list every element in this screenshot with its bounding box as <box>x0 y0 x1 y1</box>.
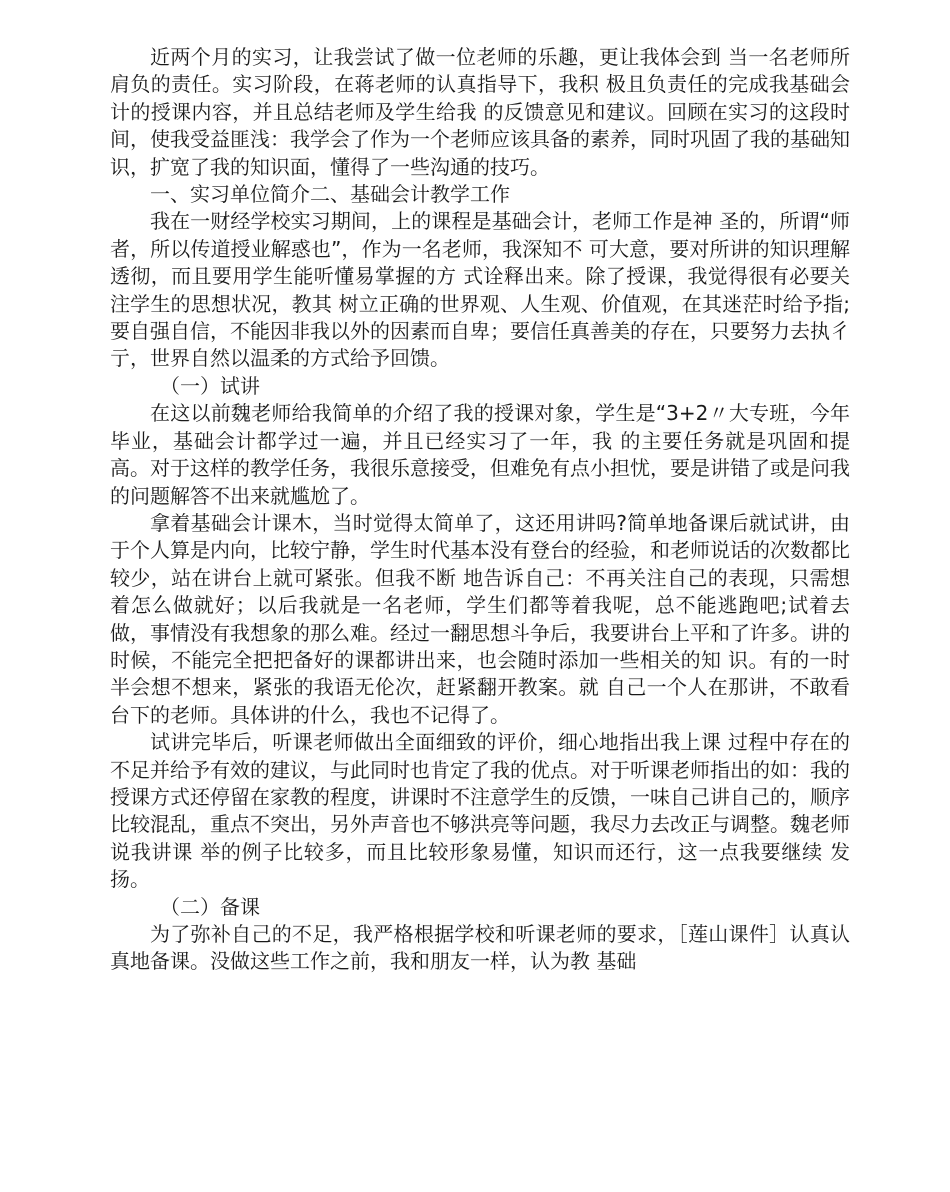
paragraph-intro: 近两个月的实习，让我尝试了做一位老师的乐趣，更让我体会到 当一名老师所肩负的责任。实习阶段，在蒋老师的认真指导下，我积 极且负责任的完成我基础会计的授课内容，并且总结老师及学生给我 的反馈意见和建议。回顾在实习的这段时间，使我受益匪浅：我学会了作为一个老师应该具备的素养，同时巩固了我的基础知识，扩宽了我的知识面，懂得了一些沟通的技巧。 <box>110 45 850 179</box>
subheading-lesson-prep: （二）备课 <box>160 894 260 919</box>
paragraph-teaching-target: 在这以前魏老师给我简单的介绍了我的授课对象，学生是“3+2〃大专班，今年毕业，基础会计都学过一遍，并且已经实习了一年，我 的主要任务就是巩固和提高。对于这样的教学任务，我很乐意接受，但难免有点小担忧，要是讲错了或是问我的问题解答不出来就尴尬了。 <box>110 401 850 508</box>
paragraph-lesson-prep: 为了弥补自己的不足，我严格根据学校和听课老师的要求，［莲山课件］认真认真地备课。没做这些工作之前，我和朋友一样，认为教 基础 <box>110 922 850 974</box>
paragraph-first-lecture: 拿着基础会计课木，当时觉得太简单了，这还用讲吗?简单地备课后就试讲，由于个人算是内向，比较宁静，学生时代基本没有登台的经验，和老师说话的次数都比较少，站在讲台上就可紧张。但我不断 地告诉自己：不再关注自己的表现，只需想着怎么做就好；以后我就是一名老师，学生们都等着我呢，总不能逃跑吧;试着去做，事情没有我想象的那么难。经过一翻思想斗争后，我要讲台上平和了许多。讲的 时候，不能完全把把备好的课都讲出来，也会随时添加一些相关的知 识。有的一时半会想不想来，紧张的我语无伦次，赶紧翻开教案。就 自己一个人在那讲，不敢看台下的老师。具体讲的什么，我也不记得了。 <box>110 510 857 727</box>
paragraph-teaching-work: 我在一财经学校实习期间，上的课程是基础会计，老师工作是神 圣的，所谓“师者，所以传道授业解惑也”，作为一名老师，我深知不 可大意，要对所讲的知识理解透彻，而且要用学生能听懂易掌握的方 式诠释出来。除了授课，我觉得很有必要关注学生的思想状况，教其 树立正确的世界观、人生观、价值观，在其迷茫时给予指;要自强自信，不能因非我以外的因素而自卑；要信任真善美的存在，只要努力去执彳亍，世界自然以温柔的方式给予回馈。 <box>110 209 850 371</box>
document-page <box>110 44 857 976</box>
paragraph-feedback: 试讲完毕后，听课老师做出全面细致的评价，细心地指出我上课 过程中存在的不足并给予有效的建议，与此同时也肯定了我的优点。对于听课老师指出的如：我的授课方式还停留在家教的程度，讲课时不注意学生的反馈，一味自己讲自己的，顺序比较混乱，重点不突出，另外声音也不够洪亮等问题，我尽力去改正与调整。魏老师说我讲课 举的例子比较多，而且比较形象易懂，知识而还行，这一点我要继续 发扬。 <box>110 730 850 892</box>
section-heading-1: 一、实习单位简介二、基础会计教学工作 <box>150 182 510 207</box>
subheading-trial-lecture: （一）试讲 <box>160 373 260 398</box>
